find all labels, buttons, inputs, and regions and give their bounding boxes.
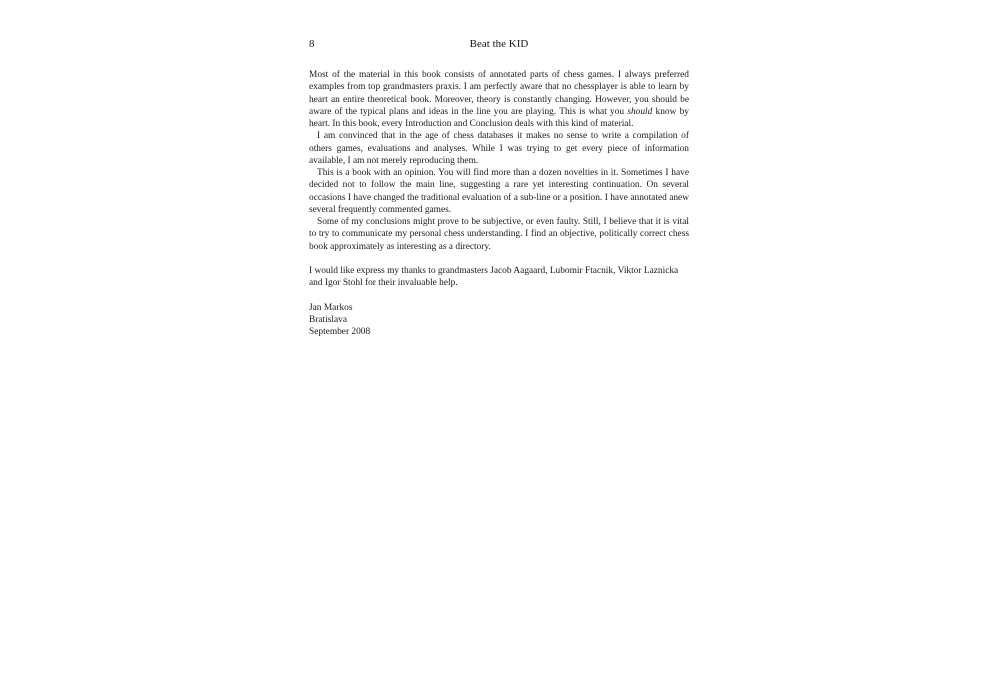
paragraph-conclusions: Some of my conclusions might prove to be subjective, or even faulty. Still, I believe that it is vital to try to communicate my personal chess understanding. I find an objective, politically correct chess book approximately as interesting as a directory. (309, 217, 689, 252)
paragraph-thanks: I would like express my thanks to grandmasters Jacob Aagaard, Lubomir Ftacnik, Viktor Laznicka and Igor Stohl for their invaluable help. (309, 266, 679, 289)
paragraph-material (309, 69, 689, 130)
paragraph-material-text-a: Most of the material in this book consists of annotated parts of chess games. I always preferred examples from top grandmasters praxis. I am perfectly aware that no chessplayer is able to learn by heart an entire theoretical book. Moreover, theory is constantly changing. However, you should be aware of the typical plans and ideas in the line you are playing. This is what you (309, 70, 689, 117)
book-page (309, 36, 689, 339)
book-title: Beat the KID (469, 38, 529, 50)
paragraph-gap (309, 253, 689, 265)
preface-body (309, 69, 689, 290)
paragraph-opinion: This is a book with an opinion. You will find more than a dozen novelties in it. Sometimes I have decided not to follow the main line, suggesting a rare yet interesting continuation. On several occasions I have changed the traditional evaluation of a sub-line or a position. I have annotated anew several frequently commented games. (309, 168, 689, 215)
author-name: Jan Markos (309, 302, 353, 313)
signature-date: September 2008 (309, 327, 371, 338)
paragraph-databases: I am convinced that in the age of chess databases it makes no sense to write a compilation of others games, evaluations and analyses. While I was trying to get every piece of information available, I am not merely reproducing them. (309, 131, 689, 166)
paragraph-material-text-b: know by heart. In this book, every Introduction and Conclusion deals with this kind of material. (309, 106, 689, 129)
page-number: 8 (309, 38, 315, 50)
signature-block (309, 302, 689, 339)
author-place: Bratislava (309, 315, 348, 325)
running-head (309, 36, 689, 52)
emphasis-should: should (627, 106, 653, 117)
